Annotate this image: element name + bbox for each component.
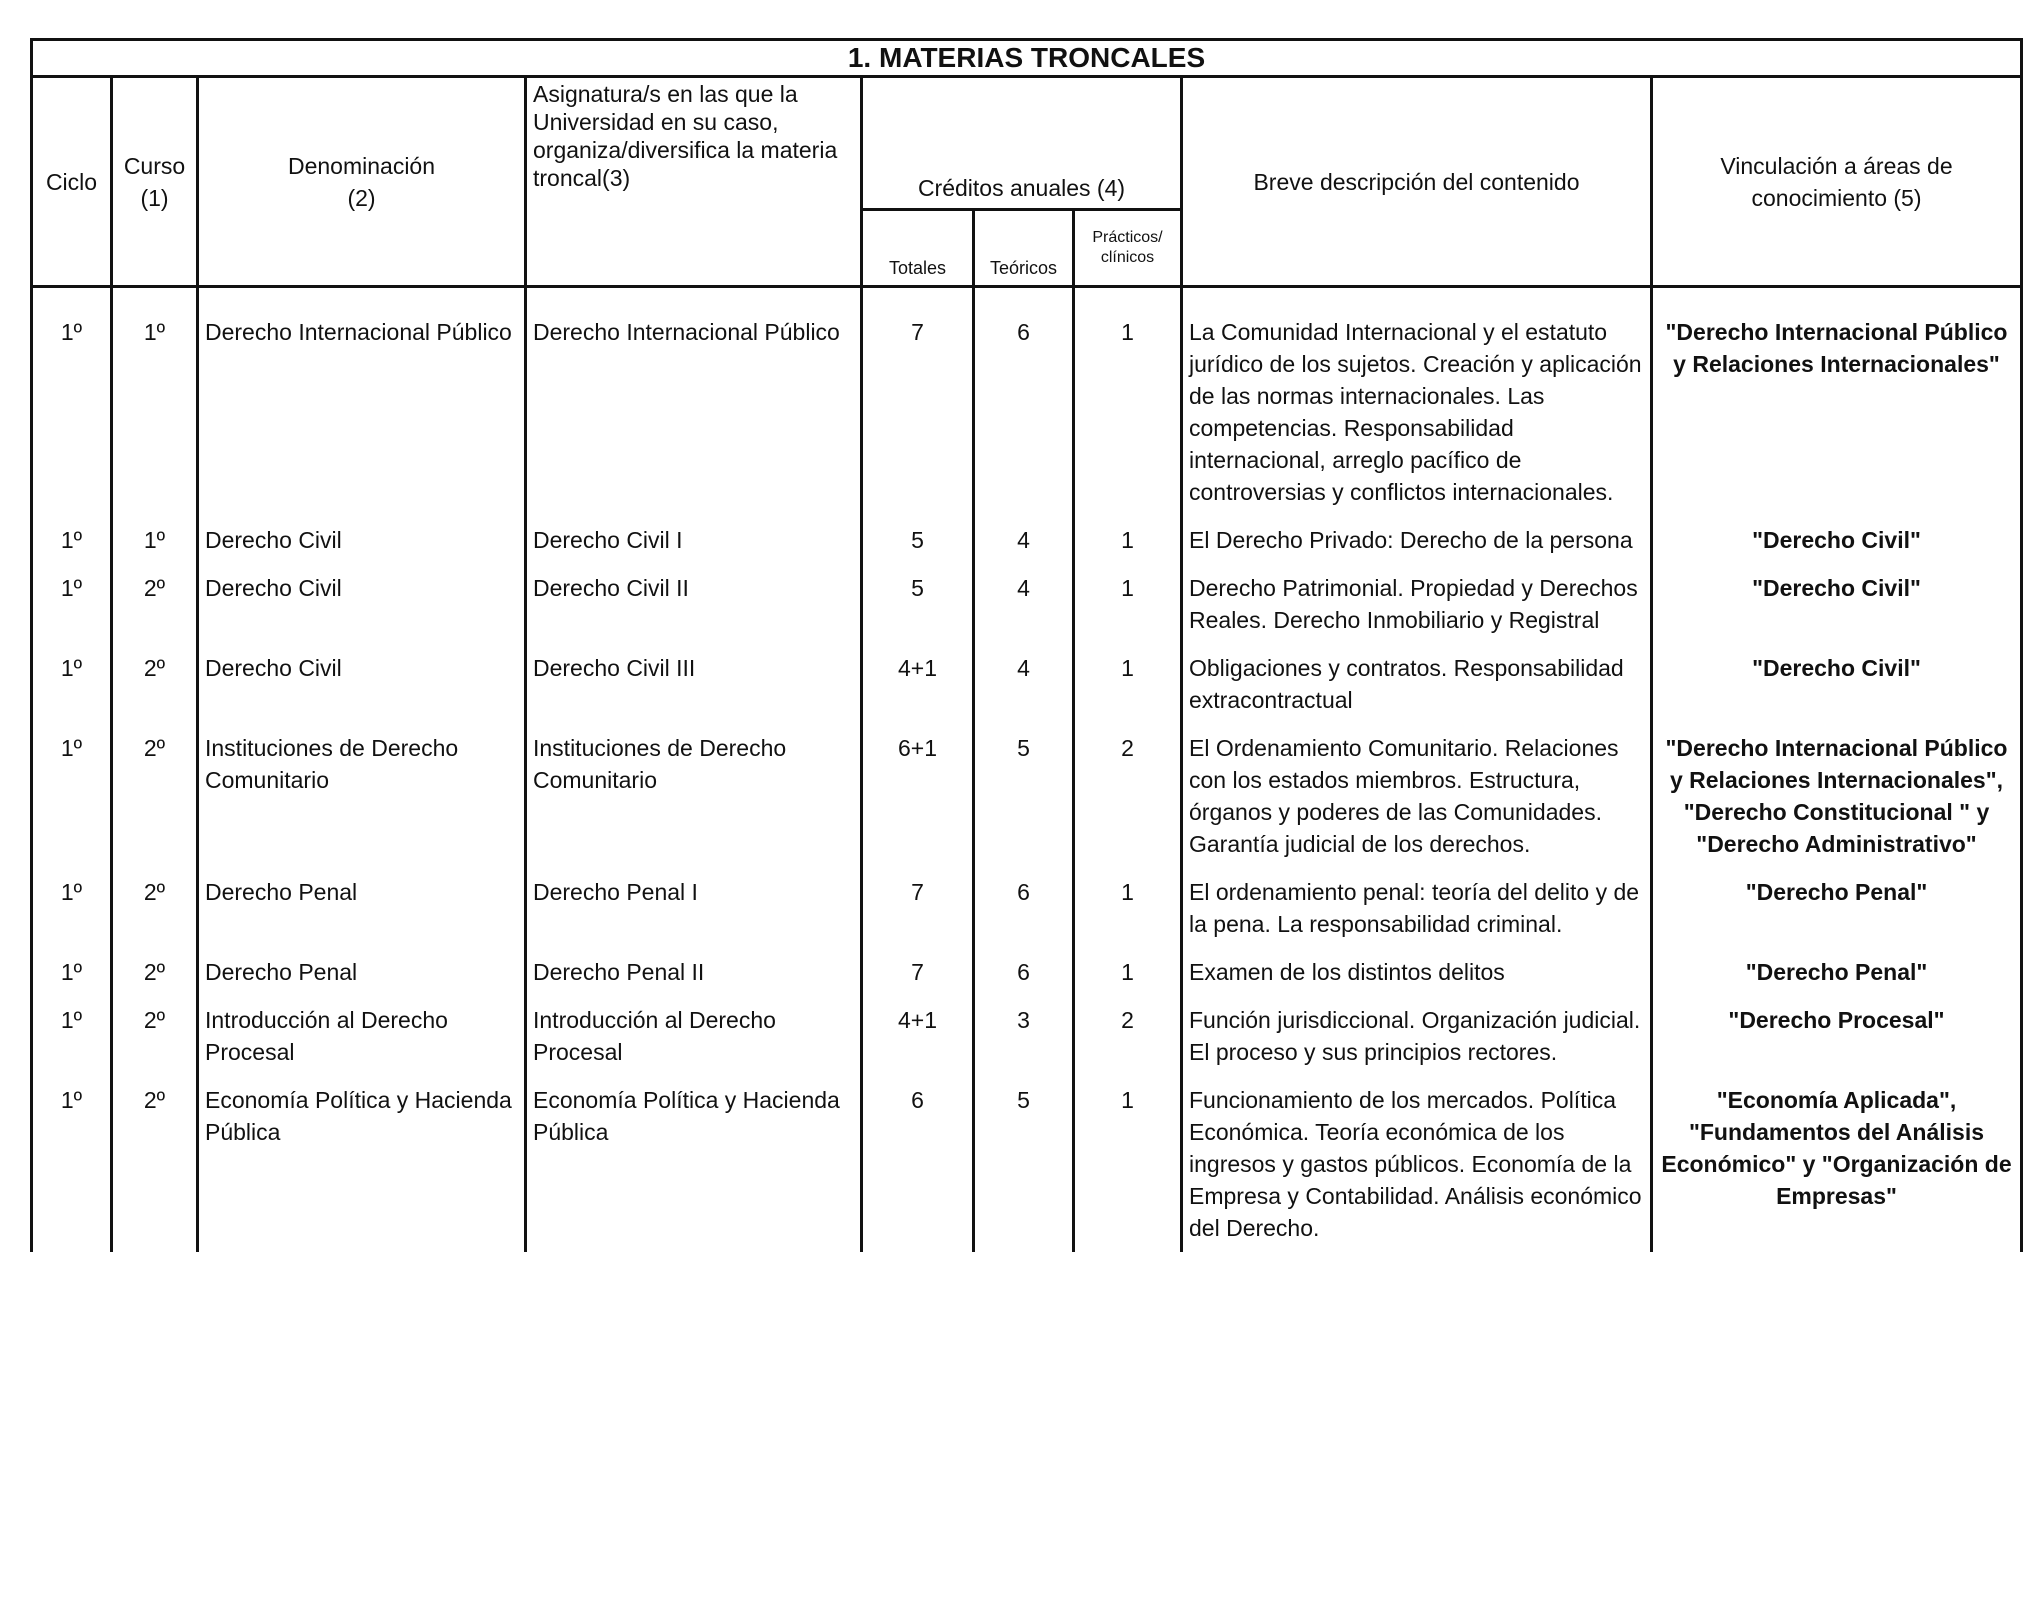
cell-vinculacion: "Derecho Internacional Público y Relaciones Internacionales", "Derecho Constitucional " y "Derecho Administrativo" xyxy=(1652,724,2022,868)
cell-totales: 7 xyxy=(862,308,974,516)
header-asignatura: Asignatura/s en las que la Universidad en su caso, organiza/diversifica la materia troncal(3) xyxy=(526,77,862,287)
table-title: 1. MATERIAS TRONCALES xyxy=(32,40,2022,77)
header-creditos: Créditos anuales (4) xyxy=(862,77,1182,210)
cell-practicos: 1 xyxy=(1074,868,1182,948)
cell-totales: 4+1 xyxy=(862,644,974,724)
cell-teoricos: 6 xyxy=(974,308,1074,516)
cell-practicos: 1 xyxy=(1074,308,1182,516)
table-row xyxy=(32,308,2022,516)
cell-practicos: 1 xyxy=(1074,564,1182,644)
cell-asignatura: Derecho Civil I xyxy=(526,516,862,564)
cell-asignatura: Introducción al Derecho Procesal xyxy=(526,996,862,1076)
cell-curso: 2º xyxy=(112,724,198,868)
cell-practicos: 1 xyxy=(1074,516,1182,564)
cell-totales: 4+1 xyxy=(862,996,974,1076)
header-totales: Totales xyxy=(862,210,974,287)
cell-totales: 6 xyxy=(862,1076,974,1252)
table-row xyxy=(32,564,2022,644)
cell-practicos: 2 xyxy=(1074,996,1182,1076)
cell-ciclo: 1º xyxy=(32,308,112,516)
table-row xyxy=(32,516,2022,564)
cell-asignatura: Derecho Penal I xyxy=(526,868,862,948)
cell-descripcion: Examen de los distintos delitos xyxy=(1182,948,1652,996)
header-curso-label: Curso xyxy=(123,152,186,179)
cell-teoricos: 6 xyxy=(974,868,1074,948)
cell-curso: 2º xyxy=(112,564,198,644)
cell-totales: 5 xyxy=(862,564,974,644)
cell-denominacion: Economía Política y Hacienda Pública xyxy=(198,1076,526,1252)
cell-curso: 2º xyxy=(112,644,198,724)
cell-totales: 7 xyxy=(862,948,974,996)
cell-descripcion: La Comunidad Internacional y el estatuto jurídico de los sujetos. Creación y aplicación de las normas internacionales. Las competencias. Responsabilidad internacional, arreglo pacífico de controversias y conflictos internacionales. xyxy=(1182,308,1652,516)
header-descripcion: Breve descripción del contenido xyxy=(1182,77,1652,287)
cell-practicos: 2 xyxy=(1074,724,1182,868)
cell-asignatura: Derecho Civil III xyxy=(526,644,862,724)
header-teoricos: Teóricos xyxy=(974,210,1074,287)
header-denominacion xyxy=(198,77,526,287)
cell-vinculacion: "Derecho Civil" xyxy=(1652,644,2022,724)
cell-vinculacion: "Derecho Internacional Público y Relaciones Internacionales" xyxy=(1652,308,2022,516)
cell-descripcion: El Ordenamiento Comunitario. Relaciones con los estados miembros. Estructura, órganos y poderes de las Comunidades. Garantía judicial de los derechos. xyxy=(1182,724,1652,868)
header-curso xyxy=(112,77,198,287)
header-curso-note: (1) xyxy=(140,184,169,211)
cell-curso: 2º xyxy=(112,996,198,1076)
cell-denominacion: Derecho Internacional Público xyxy=(198,308,526,516)
cell-descripcion: Funcionamiento de los mercados. Política Económica. Teoría económica de los ingresos y gastos públicos. Economía de la Empresa y Contabilidad. Análisis económico del Derecho. xyxy=(1182,1076,1652,1252)
cell-vinculacion: "Derecho Penal" xyxy=(1652,948,2022,996)
cell-descripcion: El ordenamiento penal: teoría del delito y de la pena. La responsabilidad criminal. xyxy=(1182,868,1652,948)
cell-denominacion: Instituciones de Derecho Comunitario xyxy=(198,724,526,868)
cell-ciclo: 1º xyxy=(32,516,112,564)
cell-asignatura: Derecho Internacional Público xyxy=(526,308,862,516)
cell-denominacion: Derecho Penal xyxy=(198,948,526,996)
cell-vinculacion: "Derecho Civil" xyxy=(1652,516,2022,564)
cell-curso: 2º xyxy=(112,1076,198,1252)
cell-ciclo: 1º xyxy=(32,1076,112,1252)
cell-descripcion: El Derecho Privado: Derecho de la persona xyxy=(1182,516,1652,564)
cell-practicos: 1 xyxy=(1074,1076,1182,1252)
cell-teoricos: 4 xyxy=(974,564,1074,644)
cell-asignatura: Economía Política y Hacienda Pública xyxy=(526,1076,862,1252)
cell-descripcion: Derecho Patrimonial. Propiedad y Derechos Reales. Derecho Inmobiliario y Registral xyxy=(1182,564,1652,644)
cell-teoricos: 5 xyxy=(974,724,1074,868)
materias-troncales-document xyxy=(30,38,2020,1252)
header-denominacion-label: Denominación xyxy=(287,152,436,179)
cell-denominacion: Derecho Civil xyxy=(198,564,526,644)
cell-curso: 2º xyxy=(112,868,198,948)
cell-asignatura: Instituciones de Derecho Comunitario xyxy=(526,724,862,868)
cell-curso: 1º xyxy=(112,308,198,516)
cell-teoricos: 6 xyxy=(974,948,1074,996)
cell-totales: 5 xyxy=(862,516,974,564)
header-practicos: Prácticos/ clínicos xyxy=(1074,210,1182,287)
cell-totales: 7 xyxy=(862,868,974,948)
header-denominacion-note: (2) xyxy=(347,184,376,211)
cell-denominacion: Introducción al Derecho Procesal xyxy=(198,996,526,1076)
cell-ciclo: 1º xyxy=(32,564,112,644)
cell-denominacion: Derecho Penal xyxy=(198,868,526,948)
cell-ciclo: 1º xyxy=(32,868,112,948)
header-ciclo: Ciclo xyxy=(32,77,112,287)
cell-vinculacion: "Economía Aplicada", "Fundamentos del Análisis Económico" y "Organización de Empresas" xyxy=(1652,1076,2022,1252)
cell-ciclo: 1º xyxy=(32,724,112,868)
cell-denominacion: Derecho Civil xyxy=(198,516,526,564)
cell-practicos: 1 xyxy=(1074,644,1182,724)
table-row xyxy=(32,644,2022,724)
cell-vinculacion: "Derecho Civil" xyxy=(1652,564,2022,644)
cell-practicos: 1 xyxy=(1074,948,1182,996)
cell-vinculacion: "Derecho Penal" xyxy=(1652,868,2022,948)
header-vinculacion: Vinculación a áreas de conocimiento (5) xyxy=(1652,77,2022,287)
cell-teoricos: 4 xyxy=(974,644,1074,724)
cell-ciclo: 1º xyxy=(32,996,112,1076)
cell-descripcion: Función jurisdiccional. Organización judicial. El proceso y sus principios rectores. xyxy=(1182,996,1652,1076)
materias-troncales-table xyxy=(30,38,2023,1252)
table-row xyxy=(32,724,2022,868)
cell-vinculacion: "Derecho Procesal" xyxy=(1652,996,2022,1076)
cell-ciclo: 1º xyxy=(32,948,112,996)
table-row xyxy=(32,996,2022,1076)
cell-denominacion: Derecho Civil xyxy=(198,644,526,724)
cell-asignatura: Derecho Civil II xyxy=(526,564,862,644)
cell-asignatura: Derecho Penal II xyxy=(526,948,862,996)
cell-totales: 6+1 xyxy=(862,724,974,868)
table-row xyxy=(32,868,2022,948)
cell-curso: 1º xyxy=(112,516,198,564)
cell-teoricos: 3 xyxy=(974,996,1074,1076)
table-row xyxy=(32,948,2022,996)
cell-ciclo: 1º xyxy=(32,644,112,724)
header-gap xyxy=(32,287,2022,309)
table-row xyxy=(32,1076,2022,1252)
cell-teoricos: 5 xyxy=(974,1076,1074,1252)
cell-curso: 2º xyxy=(112,948,198,996)
cell-teoricos: 4 xyxy=(974,516,1074,564)
cell-descripcion: Obligaciones y contratos. Responsabilidad extracontractual xyxy=(1182,644,1652,724)
